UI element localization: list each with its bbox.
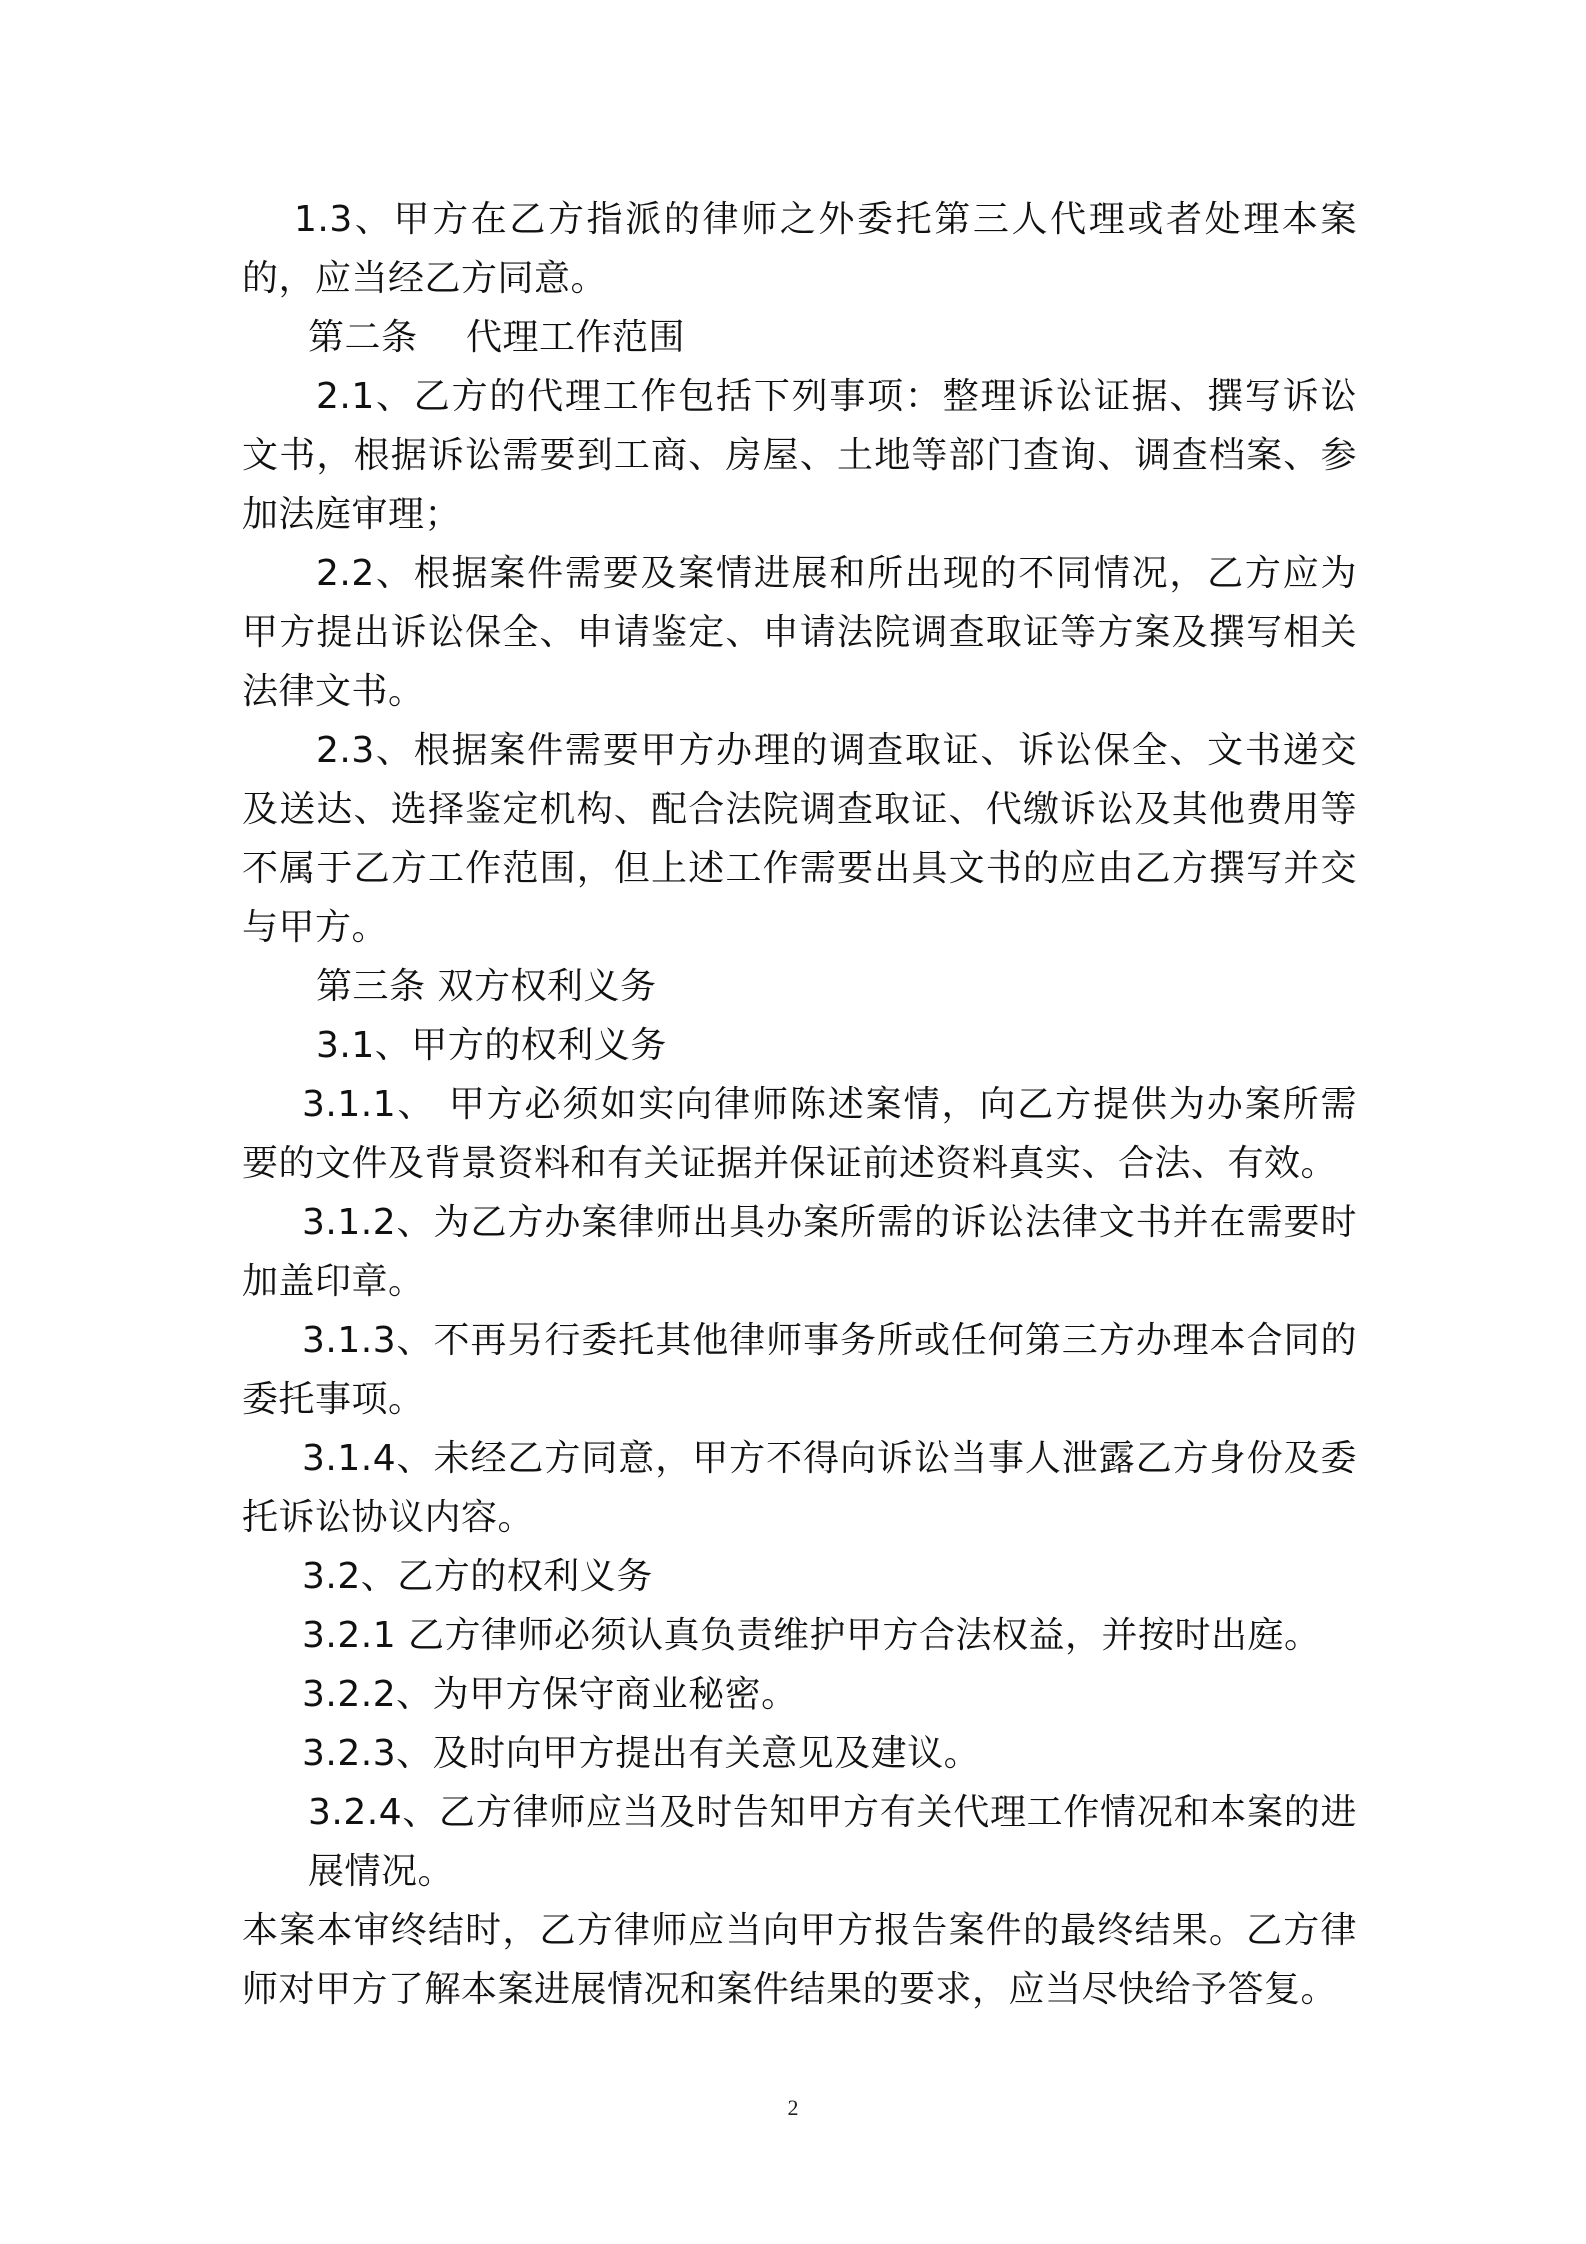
paragraph-3-2-2: 3.2.2、为甲方保守商业秘密。	[302, 1674, 798, 1715]
paragraph-3-1-4: 3.1.4、未经乙方同意，甲方不得向诉讼当事人泄露乙方身份及委托诉讼协议内容。	[242, 1438, 1357, 1538]
paragraph-2-1: 2.1、乙方的代理工作包括下列事项：整理诉讼证据、撰写诉讼文书，根据诉讼需要到工商、房屋、土地等部门查询、调查档案、参加法庭审理；	[242, 376, 1357, 535]
paragraph-3-2-1: 3.2.1 乙方律师必须认真负责维护甲方合法权益，并按时出庭。	[302, 1615, 1321, 1656]
paragraph-2-3: 2.3、根据案件需要甲方办理的调查取证、诉讼保全、文书递交及送达、选择鉴定机构、配合法院调查取证、代缴诉讼及其他费用等不属于乙方工作范围，但上述工作需要出具文书的应由乙方撰写并交与甲方。	[242, 730, 1357, 948]
paragraph-3-1-3: 3.1.3、不再另行委托其他律师事务所或任何第三方办理本合同的委托事项。	[242, 1320, 1357, 1420]
heading-3-1: 3.1、甲方的权利义务	[316, 1025, 667, 1066]
paragraph-3-2-4: 3.2.4、乙方律师应当及时告知甲方有关代理工作情况和本案的进展情况。	[308, 1792, 1357, 1892]
paragraph-final-report: 本案本审终结时，乙方律师应当向甲方报告案件的最终结果。乙方律师对甲方了解本案进展情况和案件结果的要求，应当尽快给予答复。	[242, 1910, 1357, 2010]
paragraph-1-3: 1.3、甲方在乙方指派的律师之外委托第三人代理或者处理本案的，应当经乙方同意。	[242, 199, 1357, 299]
paragraph-3-1-1: 3.1.1、 甲方必须如实向律师陈述案情，向乙方提供为办案所需要的文件及背景资料和有关证据并保证前述资料真实、合法、有效。	[242, 1084, 1357, 1184]
page-number: 2	[787, 2095, 799, 2120]
paragraph-2-2: 2.2、根据案件需要及案情进展和所出现的不同情况，乙方应为甲方提出诉讼保全、申请鉴定、申请法院调查取证等方案及撰写相关法律文书。	[242, 553, 1357, 712]
paragraph-3-2-3: 3.2.3、及时向甲方提出有关意见及建议。	[302, 1733, 981, 1774]
heading-article-3: 第三条 双方权利义务	[316, 966, 657, 1007]
document-body	[242, 190, 1357, 2019]
heading-article-2: 第二条 代理工作范围	[308, 317, 685, 358]
heading-3-2: 3.2、乙方的权利义务	[302, 1556, 653, 1597]
paragraph-3-1-2: 3.1.2、为乙方办案律师出具办案所需的诉讼法律文书并在需要时加盖印章。	[242, 1202, 1357, 1302]
